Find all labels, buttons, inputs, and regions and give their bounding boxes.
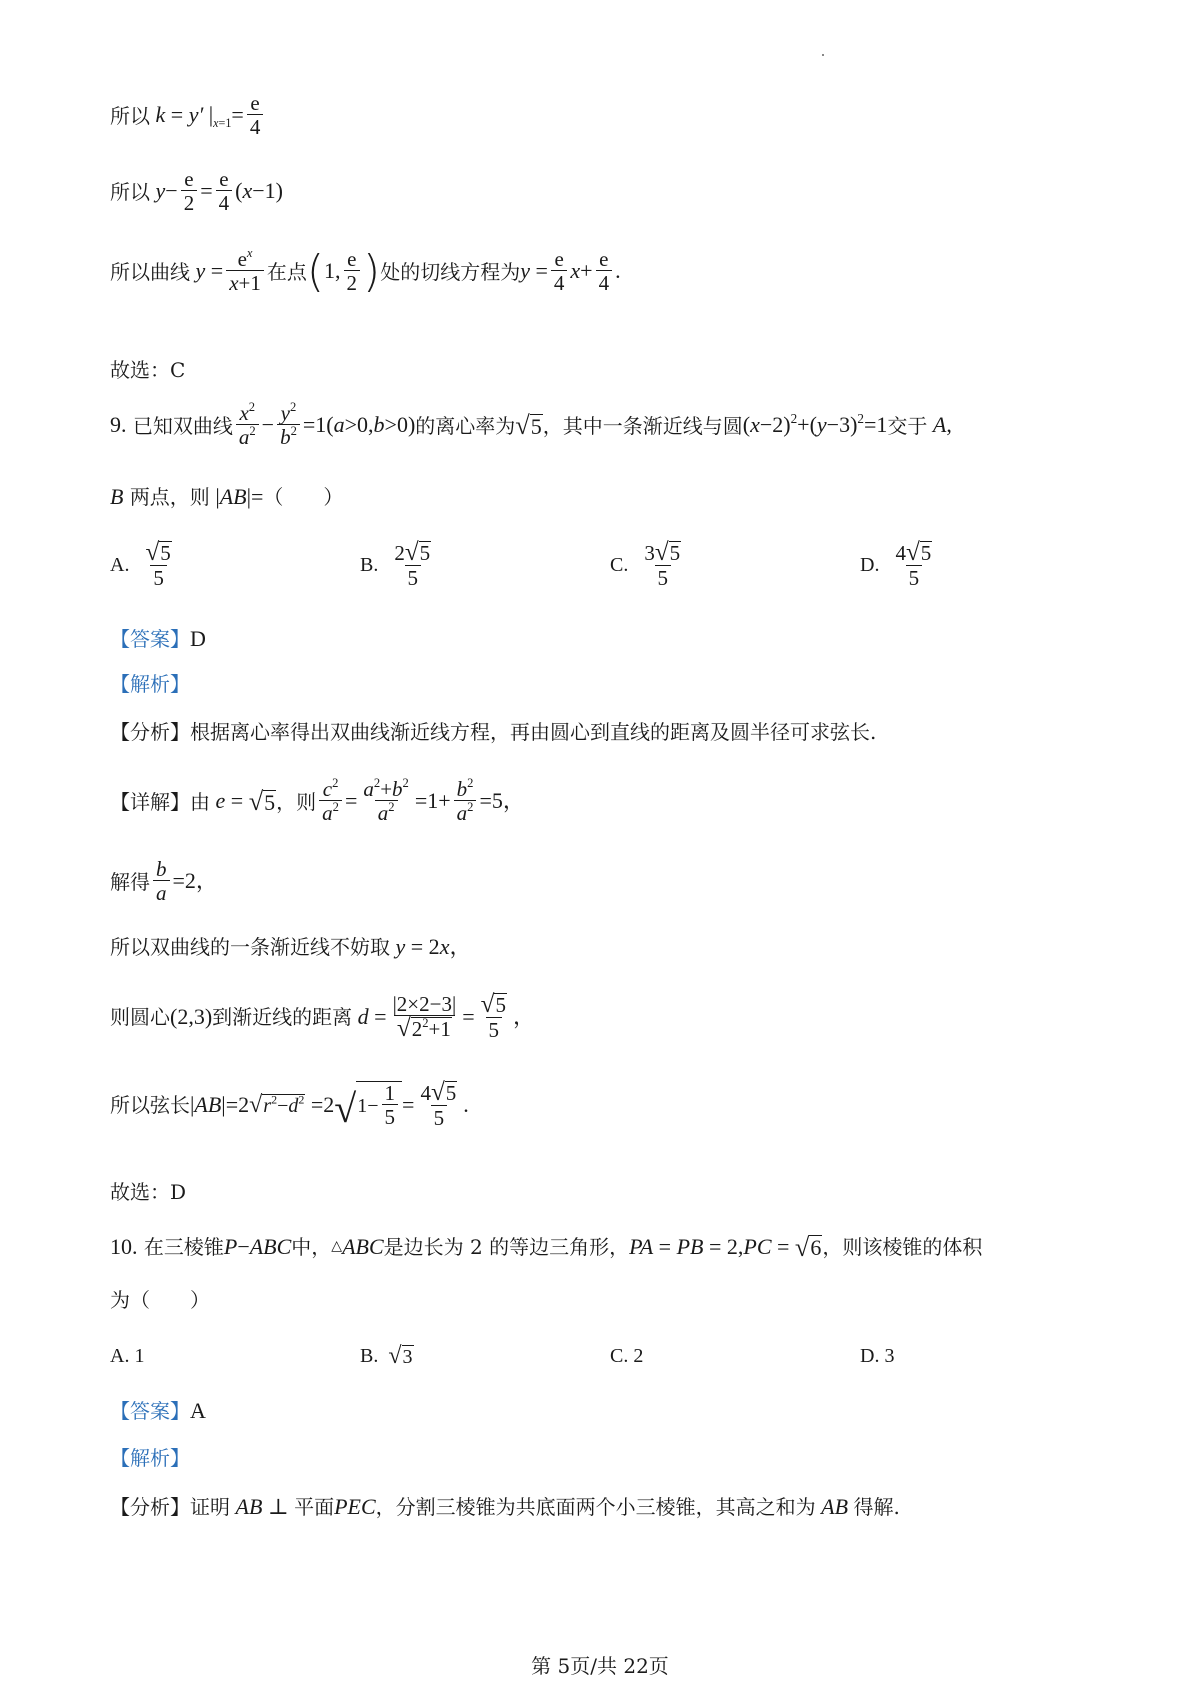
- text: 所以: [110, 179, 150, 204]
- text: 根据离心率得出双曲线渐近线方程，再由圆心到直线的距离及圆半径可求弦长.: [190, 720, 877, 744]
- option-a[interactable]: A. 1: [110, 1344, 145, 1367]
- text: 的离心率为: [415, 413, 516, 438]
- text: 故选：C: [110, 358, 186, 382]
- fenxi-9: [110, 720, 876, 744]
- text: 已知双曲线: [132, 413, 233, 438]
- text: 所以曲线: [110, 259, 190, 284]
- answer-tag: 【答案】: [110, 627, 190, 652]
- text: 是边长为 2 的等边三角形，: [383, 1235, 630, 1260]
- xiangjie-line2: 解得 $\frac{b}{a}$ =2，: [110, 857, 218, 906]
- fenxi-tag: 【分析】: [110, 1495, 190, 1520]
- text: 到渐近线的距离: [212, 1005, 353, 1030]
- answer-9: [110, 626, 206, 652]
- answer-value: A: [190, 1398, 206, 1423]
- option-c[interactable]: C. 2: [610, 1344, 644, 1367]
- answer-value: D: [190, 626, 206, 651]
- line-point-slope: 所以 y − $\frac{e}{2}$ = $\frac{e}{4}$ ( x −1): [110, 167, 283, 216]
- text: （ ）: [263, 485, 344, 510]
- answer-tag: 【答案】: [110, 1399, 190, 1424]
- question-10-options: [110, 1344, 1110, 1368]
- text: ，则该棱锥的体积: [822, 1235, 983, 1260]
- page-footer: 第 5页/共 22页: [531, 1654, 669, 1678]
- text: 平面: [294, 1495, 335, 1520]
- option-d[interactable]: D. 4 √ 5 5: [860, 539, 932, 591]
- option-d[interactable]: D. 3: [860, 1344, 895, 1367]
- question-9-line2: B 两点，则 | AB |= （ ）: [110, 484, 344, 510]
- question-9-line1: 9. 已知双曲线 $\frac{x^2}{a^2}$ − $\frac{y^2}{b^2}$ =1( a >0, b >0) 的离心率为 √ 5 ，其中一条渐近线与圆 ( x −2)$^2$+( y −3)$^2$=1 交于 A ,: [110, 400, 952, 450]
- question-9-options: [110, 540, 1110, 590]
- question-number: 9.: [110, 412, 127, 438]
- text: 所以双曲线的一条渐近线不妨取: [110, 935, 390, 960]
- option-c[interactable]: C. 3 √ 5 5: [610, 539, 681, 591]
- text: 为（ ）: [110, 1288, 210, 1312]
- option-b[interactable]: B. √ 3: [360, 1343, 413, 1369]
- text: 两点，则: [129, 485, 210, 510]
- scan-dot: [822, 54, 824, 56]
- text: 交于: [887, 413, 928, 438]
- xiangjie-line4: 则圆心 (2,3) 到渐近线的距离 d = |2×2−3| √ $2^2+1$ = √ 5 5 ，: [110, 991, 535, 1043]
- jiexi-tag: 【解析】: [110, 1446, 190, 1470]
- choice-line-9: [110, 1180, 186, 1204]
- jiexi-tag: 【解析】: [110, 672, 190, 696]
- question-number: 10.: [110, 1234, 138, 1259]
- xiangjie-line3: 所以双曲线的一条渐近线不妨取 y = 2 x ，: [110, 934, 472, 960]
- xiangjie-line1: 【详解】 由 e = √ 5 ，则 $\frac{c^2}{a^2}$ = $\frac{a^2+b^2}{a^2}$ =1+ $\frac{b^2}{a^2}$ =5，: [110, 776, 525, 826]
- xiangjie-line5: 所以弦长 | AB |=2 √ $r^2-d^2$ =2 √ 1− $\frac{1}{5}$ = 4 √ 5 5 .: [110, 1079, 469, 1132]
- question-10-line1: 10. 在三棱锥 P − ABC 中， △ ABC 是边长为 2 的等边三角形， PA = PB = 2, PC = √ 6 ，则该棱锥的体积: [110, 1232, 983, 1262]
- jiexi-9: [110, 672, 190, 696]
- option-b[interactable]: B. 2 √ 5 5: [360, 539, 431, 591]
- line-slope: 所以 k = y′ $|_{x=1}=$ $\frac{e}{4}$: [110, 92, 266, 139]
- answer-10: [110, 1398, 206, 1424]
- text: 则圆心: [110, 1005, 170, 1030]
- text: 所以弦长: [110, 1093, 190, 1118]
- text: 所以: [110, 103, 150, 128]
- text: 在三棱锥: [143, 1235, 224, 1260]
- option-a[interactable]: A. √ 5 5: [110, 539, 171, 591]
- text: 得解.: [853, 1495, 900, 1520]
- text: 在点: [266, 259, 307, 284]
- jiexi-10: [110, 1446, 190, 1470]
- text: 证明: [190, 1495, 230, 1520]
- line-tangent: 所以曲线 y = $\frac{e^x}{x+1}$ 在点 ( 1, $\frac{e}{2}$ ) 处的切线方程为 y = $\frac{e}{4}$ x + $\frac{e}{4}$ .: [110, 245, 621, 297]
- text: 中，: [291, 1235, 332, 1260]
- xiangjie-tag: 【详解】: [110, 789, 190, 814]
- text: ，其中一条渐近线与圆: [542, 413, 743, 438]
- text: ，则: [276, 789, 317, 814]
- choice-line: [110, 358, 185, 382]
- fenxi-10: 【分析】 证明 AB ⊥ 平面 PEC ，分割三棱锥为共底面两个小三棱锥，其高之和为 AB 得解.: [110, 1494, 900, 1520]
- question-10-line2: [110, 1288, 210, 1312]
- text: 解得: [110, 869, 150, 894]
- fenxi-tag: 【分析】: [110, 720, 190, 744]
- text: 故选：D: [110, 1180, 187, 1204]
- text: 处的切线方程为: [380, 259, 521, 284]
- text: 由: [190, 789, 210, 814]
- text: ，分割三棱锥为共底面两个小三棱锥，其高之和为: [375, 1495, 816, 1520]
